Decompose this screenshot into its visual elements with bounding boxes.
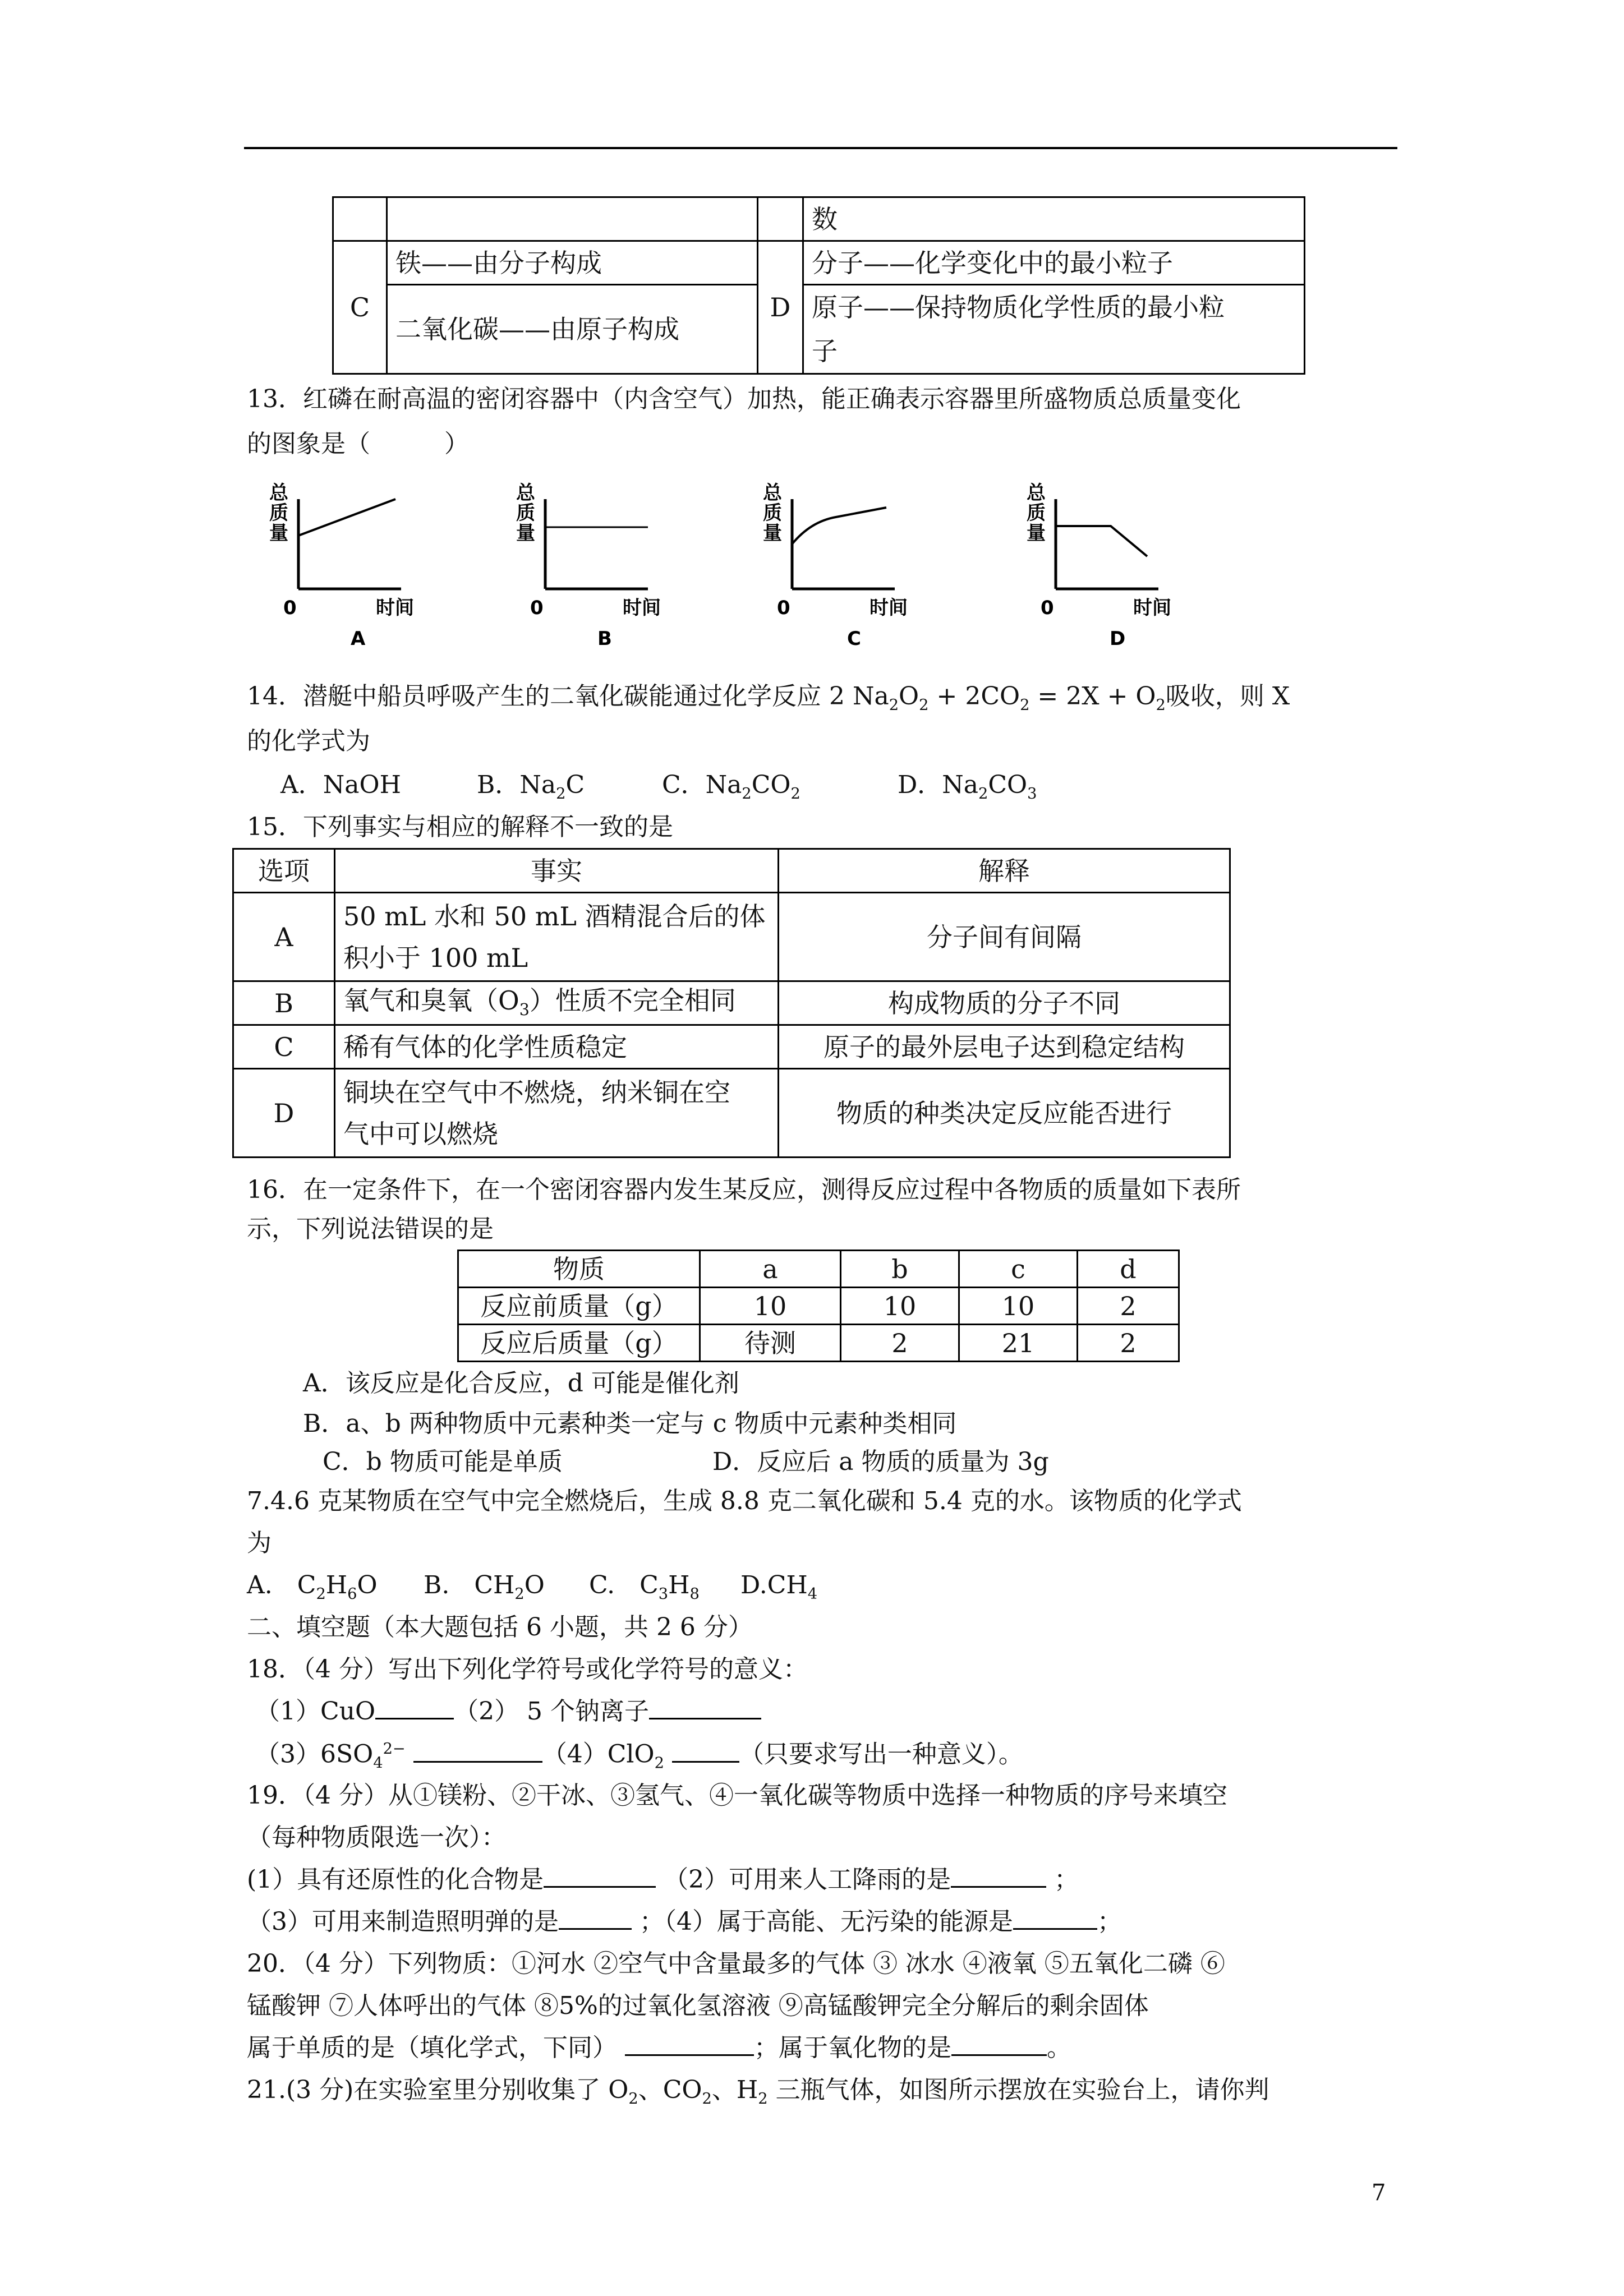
header: b [841,1251,959,1288]
cell: 21 [959,1325,1078,1362]
page-number: 7 [1372,2180,1386,2206]
header-explanation: 解释 [779,849,1230,893]
q14-option-b: B．$Na_2C$ [477,771,585,803]
q17-line2: 为 [247,1529,272,1557]
option-label: C [333,241,387,374]
svg-text:总质量: 总质量 [516,482,535,545]
graph-c [757,482,926,651]
q16-option-c: C．b 物质可能是单质 [323,1447,563,1476]
header: d [1078,1251,1179,1288]
cell: 2 [1078,1325,1179,1362]
q16-option-a: A．该反应是化合反应，d 可能是催化剂 [303,1369,739,1398]
answer-blank[interactable] [649,1718,761,1719]
q14-option-c: C．$Na_2CO_2$ [662,771,801,803]
q16-option-d: D．反应后 a 物质的质量为 3g [712,1447,1049,1476]
svg-text:时间: 时间 [1133,597,1171,619]
explanation-cell: 原子的最外层电子达到稳定结构 [779,1025,1230,1069]
cell-text: 二氧化碳——由原子构成 [387,285,758,374]
cell-text: 铁——由分子构成 [387,241,758,285]
q20-line3: 属于单质的是（填化学式，下同） ；属于氧化物的是 。 [247,2034,1071,2062]
header-rule [244,147,1397,149]
header: a [700,1251,841,1288]
cell-text: 原子——保持物质化学性质的最小粒 子 [803,285,1305,374]
fact-cell: 铜块在空气中不燃烧，纳米铜在空 气中可以燃烧 [335,1069,779,1158]
explanation-cell: 构成物质的分子不同 [779,981,1230,1025]
q14-line1: 14．潜艇中船员呼吸产生的二氧化碳能通过化学反应 2 $Na_2O_2 + 2CO_2 = 2X + O_2$吸收，则 X [247,682,1290,714]
q13-line2: 的图象是（ ） [247,430,469,458]
q16-line2: 示，下列说法错误的是 [247,1215,494,1243]
cell-text: 分子——化学变化中的最小粒子 [803,241,1305,285]
graph-xlabel: 时间 [376,597,414,619]
row-label: 反应后质量（g） [458,1325,700,1362]
svg-text:时间: 时间 [869,597,908,619]
graph-line [1056,526,1147,556]
svg-text:总质量: 总质量 [763,482,782,545]
q21-line1: 21.(3 分)在实验室里分别收集了 $O_2$、$CO_2$、$H_2$ 三瓶气体，如图所示摆放在实验台上，请你判 [247,2076,1269,2108]
q19-line3: (1）具有还原性的化合物是 （2）可用来人工降雨的是 ； [247,1865,1079,1894]
q14-line2: 的化学式为 [247,727,370,755]
option-label: D [758,241,803,374]
graph-b [510,482,679,651]
answer-blank[interactable] [672,1761,739,1763]
cell: 2 [1078,1288,1179,1325]
explanation-cell: 分子间有间隔 [779,893,1230,981]
q19-line1: 19．（4 分）从①镁粉、②干冰、③氢气、④一氧化碳等物质中选择一种物质的序号来填空 [247,1781,1227,1810]
q18-line2: （1）CuO （2） 5 个钠离子 [255,1699,761,1724]
graph-origin: 0 [283,597,297,619]
cell [387,197,758,241]
option-label: B [233,981,335,1025]
option-label: A [233,893,335,981]
cell: 2 [841,1325,959,1362]
answer-blank[interactable] [951,1886,1046,1888]
header: 物质 [458,1251,700,1288]
header-option: 选项 [233,849,335,893]
answer-blank[interactable] [413,1761,542,1763]
header-fact: 事实 [335,849,779,893]
q14-option-a: A．NaOH [280,771,401,799]
graph-label-c: C [847,628,861,650]
cell: 10 [700,1288,841,1325]
q14-option-d: D．$Na_2CO_3$ [898,771,1037,803]
q16-line1: 16．在一定条件下，在一个密闭容器内发生某反应，测得反应过程中各物质的质量如下表所 [247,1175,1241,1204]
cell: 10 [841,1288,959,1325]
cell-text: 数 [812,204,838,234]
q13-line1: 13．红磷在耐高温的密闭容器中（内含空气）加热，能正确表示容器里所盛物质总质量变化 [247,385,1241,413]
svg-text:0: 0 [777,597,790,619]
q17-option-d: $D.CH_4$ [740,1571,818,1603]
answer-blank[interactable] [951,2054,1047,2056]
q12-table [332,196,1305,375]
cell: 待测 [700,1325,841,1362]
graph-label-a: A [351,628,366,650]
cell [758,197,803,241]
explanation-cell: 物质的种类决定反应能否进行 [779,1069,1230,1158]
svg-text:0: 0 [1041,597,1054,619]
graph-d [1021,482,1189,651]
graph-a [264,482,432,651]
graph-line [792,508,886,544]
svg-text:0: 0 [530,597,544,619]
q15-table [232,848,1231,1158]
q20-line2: 锰酸钾 ⑦人体呼出的气体 ⑧5%的过氧化氢溶液 ⑨高锰酸钾完全分解后的剩余固体 [247,1991,1149,2020]
fact-cell: 氧气和臭氧$(O_3)$性质不完全相同 [335,981,779,1025]
q16-table [457,1250,1180,1362]
svg-text:总质量: 总质量 [1027,482,1046,545]
row-label: 反应前质量（g） [458,1288,700,1325]
q20-line1: 20．（4 分）下列物质：①河水 ②空气中含量最多的气体 ③ 冰水 ④液氧 ⑤五氧化二磷 ⑥ [247,1949,1225,1978]
q18-line3: $(3)6SO_4^{2-}$ （4）ClO$_2$ （只要求写出一种意义）。 [255,1740,1023,1772]
option-label: C [233,1025,335,1069]
graph-label-b: B [597,628,612,650]
cell [803,197,1305,241]
answer-blank[interactable] [544,1886,656,1888]
cell: 10 [959,1288,1078,1325]
graph-label-d: D [1110,628,1126,650]
q17-option-b: B. $CH_2O$ [424,1571,545,1603]
graph-line [298,499,395,536]
answer-blank[interactable] [559,1928,632,1930]
q17-option-c: C. $C_3H_8$ [589,1571,700,1603]
q17-line1: 7.4.6 克某物质在空气中完全燃烧后，生成 8.8 克二氧化碳和 5.4 克的水。该物质的化学式 [247,1487,1242,1515]
q16-option-b: B．a、b 两种物质中元素种类一定与 c 物质中元素种类相同 [303,1409,957,1438]
fact-cell: 稀有气体的化学性质稳定 [335,1025,779,1069]
fact-cell: 50 mL 水和 50 mL 酒精混合后的体 积小于 100 mL [335,893,779,981]
q18-line1: 18．（4 分）写出下列化学符号或化学符号的意义： [247,1655,808,1684]
svg-text:时间: 时间 [623,597,661,619]
answer-blank[interactable] [375,1718,454,1719]
q19-line2: （每种物质限选一次）： [247,1823,506,1852]
answer-blank[interactable] [1013,1928,1097,1930]
q19-line4: （3）可用来制造照明弹的是 ；（4）属于高能、无污染的能源是 ； [247,1907,1122,1936]
q17-option-a: A. $C_2H_6O$ [247,1571,378,1603]
q15-title: 15．下列事实与相应的解释不一致的是 [247,813,673,841]
option-label: D [233,1069,335,1158]
section-heading: 二、填空题（本大题包括 6 小题，共 2 6 分） [247,1613,753,1642]
header: c [959,1251,1078,1288]
answer-blank[interactable] [625,2054,754,2056]
graph-ylabel: 总质量 [269,482,288,545]
cell [333,197,387,241]
